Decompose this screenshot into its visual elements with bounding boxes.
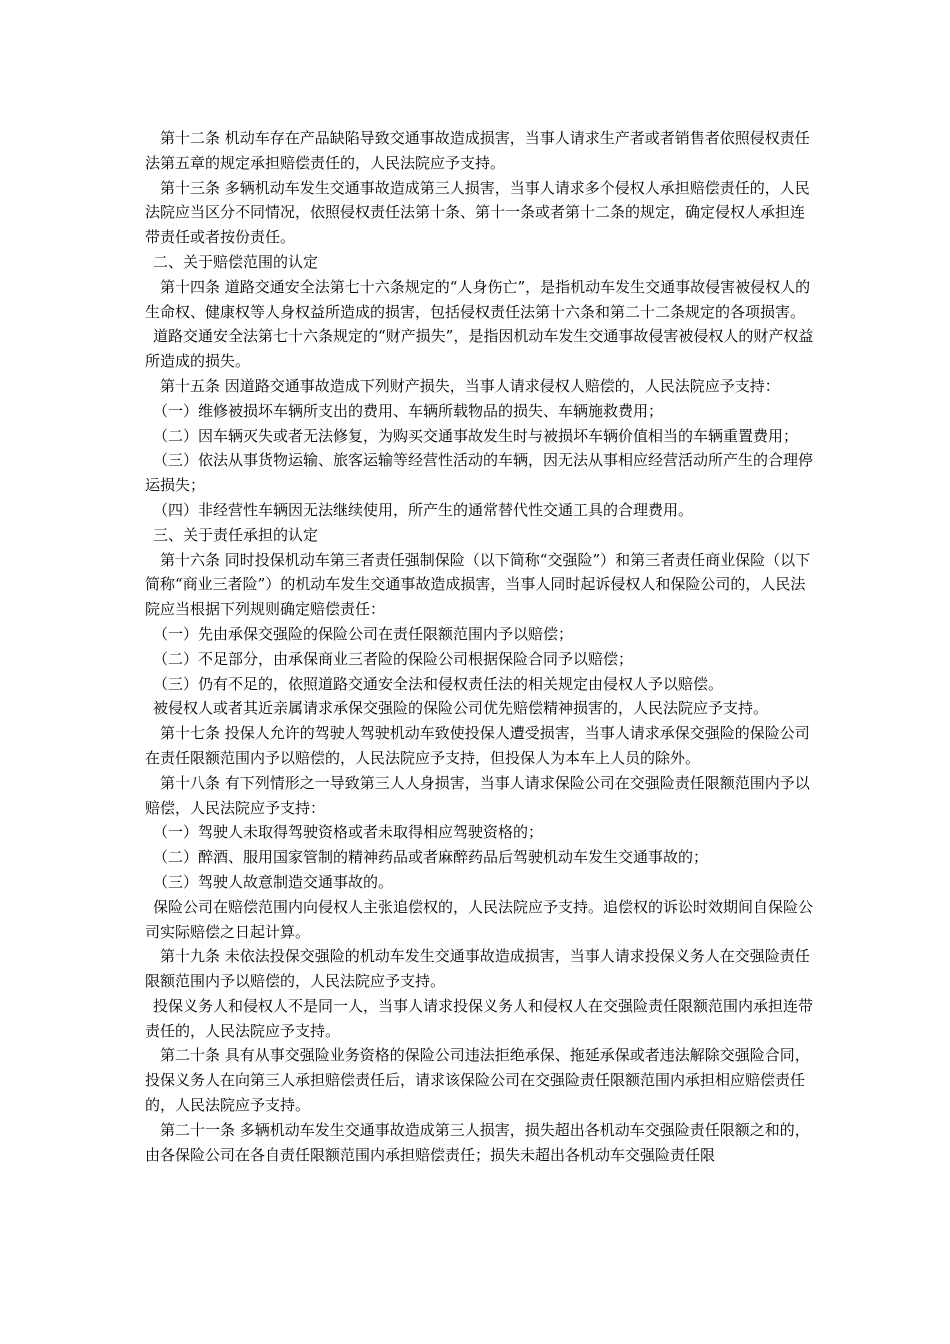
section-heading-2: 二、关于赔偿范围的认定 <box>153 252 319 271</box>
article-13: 第十三条 多辆机动车发生交通事故造成第三人损害，当事人请求多个侵权人承担赔偿责任的，人民法院应当区分不同情况，依照侵权责任法第十条、第十一条或者第十二条的规定，确定侵权人承担连带责任或者按份责任。 <box>145 178 810 247</box>
article-18: 第十八条 有下列情形之一导致第三人人身损害，当事人请求保险公司在交强险责任限额范围内予以赔偿，人民法院应予支持： <box>145 773 810 817</box>
article-14: 第十四条 道路交通安全法第七十六条规定的“人身伤亡”，是指机动车发生交通事故侵害被侵权人的生命权、健康权等人身权益所造成的损害，包括侵权责任法第十六条和第二十二条规定的各项损害。 <box>145 277 811 321</box>
article-14-para-2: 道路交通安全法第七十六条规定的“财产损失”，是指因机动车发生交通事故侵害被侵权人的财产权益所造成的损失。 <box>145 327 814 371</box>
article-12: 第十二条 机动车存在产品缺陷导致交通事故造成损害，当事人请求生产者或者销售者依照侵权责任法第五章的规定承担赔偿责任的，人民法院应予支持。 <box>145 129 810 172</box>
article-19: 第十九条 未依法投保交强险的机动车发生交通事故造成损害，当事人请求投保义务人在交强险责任限额范围内予以赔偿的，人民法院应予支持。 <box>145 947 810 991</box>
article-16-item-2: （二）不足部分，由承保商业三者险的保险公司根据保险合同予以赔偿； <box>153 649 634 668</box>
article-18-item-1: （一）驾驶人未取得驾驶资格或者未取得相应驾驶资格的； <box>153 823 544 842</box>
article-18-para-2: 保险公司在赔偿范围内向侵权人主张追偿权的，人民法院应予支持。追偿权的诉讼时效期间自保险公司实际赔偿之日起计算。 <box>145 897 814 941</box>
article-16-para-2: 被侵权人或者其近亲属请求承保交强险的保险公司优先赔偿精神损害的，人民法院应予支持。 <box>153 699 769 718</box>
section-heading-3: 三、关于责任承担的认定 <box>153 525 319 544</box>
article-18-item-2: （二）醉酒、服用国家管制的精神药品或者麻醉药品后驾驶机动车发生交通事故的； <box>153 848 709 867</box>
article-20: 第二十条 具有从事交强险业务资格的保险公司违法拒绝承保、拖延承保或者违法解除交强险合同，投保义务人在向第三人承担赔偿责任后，请求该保险公司在交强险责任限额范围内承担相应赔偿责任的，人民法院应予支持。 <box>145 1046 810 1115</box>
article-16: 第十六条 同时投保机动车第三者责任强制保险（以下简称“交强险”）和第三者责任商业保险（以下简称“商业三者险”）的机动车发生交通事故造成损害，当事人同时起诉侵权人和保险公司的，人民法院应当根据下列规则确定赔偿责任： <box>145 550 811 619</box>
article-18-item-3: （三）驾驶人故意制造交通事故的。 <box>153 872 394 891</box>
document-page <box>145 126 815 1167</box>
article-16-item-1: （一）先由承保交强险的保险公司在责任限额范围内予以赔偿； <box>153 624 574 643</box>
article-15-item-2: （二）因车辆灭失或者无法修复，为购买交通事故发生时与被损坏车辆价值相当的车辆重置费用； <box>153 426 799 445</box>
article-21: 第二十一条 多辆机动车发生交通事故造成第三人损害，损失超出各机动车交强险责任限额之和的，由各保险公司在各自责任限额范围内承担赔偿责任；损失未超出各机动车交强险责任限 <box>145 1120 810 1164</box>
article-15: 第十五条 因道路交通事故造成下列财产损失，当事人请求侵权人赔偿的，人民法院应予支持： <box>160 376 780 395</box>
article-15-item-4: （四）非经营性车辆因无法继续使用，所产生的通常替代性交通工具的合理费用。 <box>153 500 694 519</box>
article-16-item-3: （三）仍有不足的，依照道路交通安全法和侵权责任法的相关规定由侵权人予以赔偿。 <box>153 674 724 693</box>
article-15-item-3: （三）依法从事货物运输、旅客运输等经营性活动的车辆，因无法从事相应经营活动所产生的合理停运损失； <box>145 451 814 495</box>
article-19-para-2: 投保义务人和侵权人不是同一人，当事人请求投保义务人和侵权人在交强险责任限额范围内承担连带责任的，人民法院应予支持。 <box>145 996 814 1040</box>
article-15-item-1: （一）维修被损坏车辆所支出的费用、车辆所载物品的损失、车辆施救费用； <box>153 401 664 420</box>
article-17: 第十七条 投保人允许的驾驶人驾驶机动车致使投保人遭受损害，当事人请求承保交强险的保险公司在责任限额范围内予以赔偿的，人民法院应予支持，但投保人为本车上人员的除外。 <box>145 724 810 767</box>
